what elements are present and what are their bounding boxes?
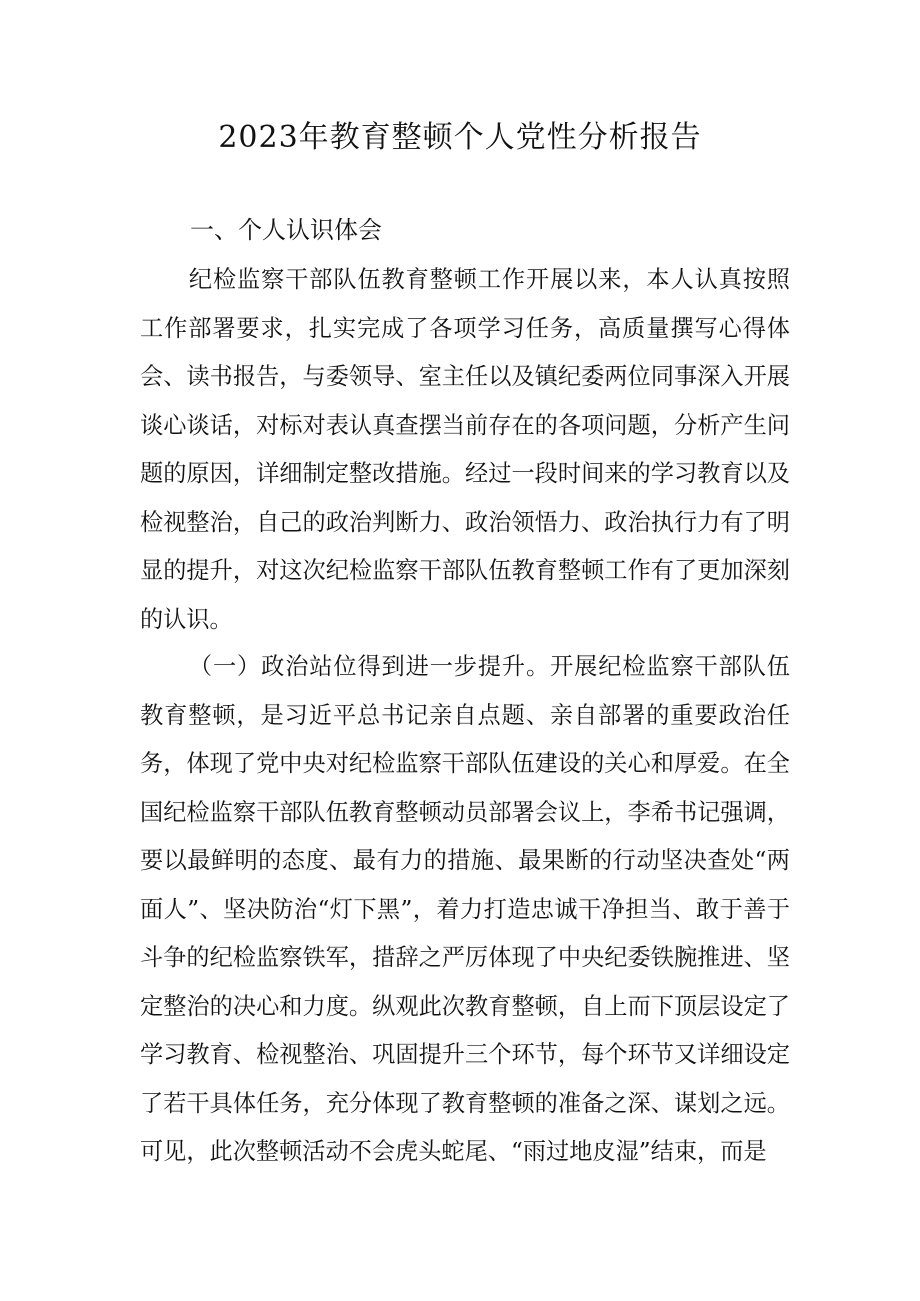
document-title: 2023年教育整顿个人党性分析报告: [218, 120, 702, 155]
section-heading: 一、个人认识体会: [190, 216, 382, 244]
paragraph-text: 纪检监察干部队伍教育整顿工作开展以来，本人认真按照工作部署要求，扎实完成了各项学习任务，高质量撰写心得体会、读书报告，与委领导、室主任以及镇纪委两位同事深入开展谈心谈话，对标对表认真查摆当前存在的各项问题，分析产生问题的原因，详细制定整改措施。经过一段时间来的学习教育以及检视整治，自己的政治判断力、政治领悟力、政治执行力有了明显的提升，对这次纪检监察干部队伍教育整顿工作有了更加深刻的认识。: [140, 266, 790, 633]
paragraph-text: （一）政治站位得到进一步提升。开展纪检监察干部队伍教育整顿，是习近平总书记亲自点题、亲自部署的重要政治任务，体现了党中央对纪检监察干部队伍建设的关心和厚爱。在全国纪检监察干部队伍教育整顿动员部署会议上，李希书记强调，要以最鲜明的态度、最有力的措施、最果断的行动坚决查处“两面人”、坚决防治“灯下黑”，着力打造忠诚干净担当、敢于善于斗争的纪检监察铁军，措辞之严厉体现了中央纪委铁腕推进、坚定整治的决心和力度。纵观此次教育整顿，自上而下顶层设定了学习教育、检视整治、巩固提升三个环节，每个环节又详细设定了若干具体任务，充分体现了教育整顿的准备之深、谋划之远。可见，此次整顿活动不会虎头蛇尾、“雨过地皮湿”结束，而是: [140, 653, 790, 1165]
paragraph: [140, 643, 790, 1177]
paragraph: [140, 256, 790, 644]
